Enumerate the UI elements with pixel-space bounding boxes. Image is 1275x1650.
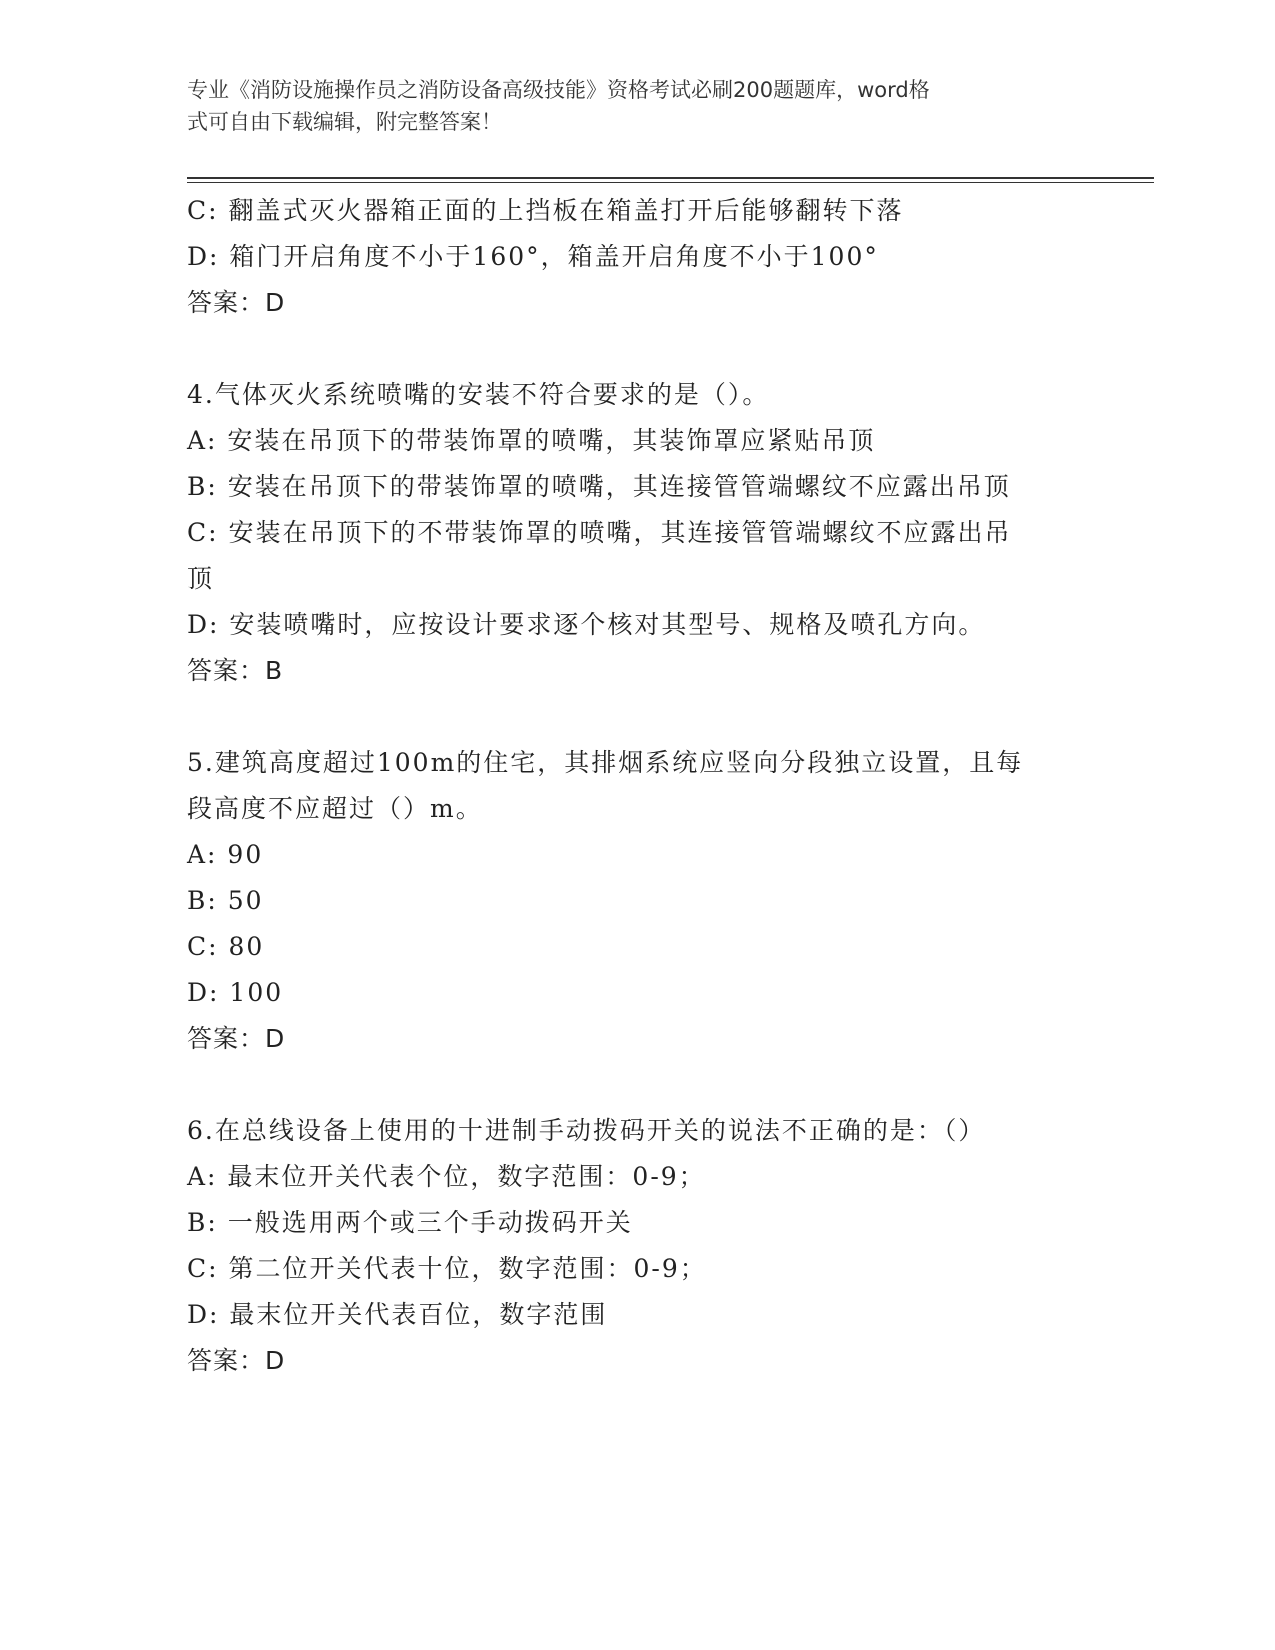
option-b: B: 50: [187, 886, 264, 915]
question-text-continued: 段高度不应超过（）m。: [187, 794, 483, 823]
question-block-4: [187, 372, 1087, 694]
answer-label: 答案：D: [187, 1346, 286, 1375]
header-divider-thick: [187, 177, 1154, 179]
question-block-5: [187, 740, 1087, 1062]
option-c: C: 第二位开关代表十位，数字范围：0-9；: [187, 1254, 707, 1283]
option-a: A: 最末位开关代表个位，数字范围：0-9；: [187, 1162, 706, 1191]
question-text: 5.建筑高度超过100m的住宅，其排烟系统应竖向分段独立设置，且每: [187, 748, 1024, 777]
option-d: D: 100: [187, 978, 284, 1007]
option-c-continued: 顶: [187, 564, 215, 593]
header-line-1: 专业《消防设施操作员之消防设备高级技能》资格考试必刷200题题库，word格: [187, 78, 930, 102]
question-block-6: [187, 1108, 1087, 1384]
answer-label: 答案：D: [187, 1024, 286, 1053]
spacer: [187, 326, 1087, 372]
option-a: A: 安装在吊顶下的带装饰罩的喷嘴，其装饰罩应紧贴吊顶: [187, 426, 876, 455]
option-d: D: 最末位开关代表百位，数字范围: [187, 1300, 608, 1329]
option-c: C: 翻盖式灭火器箱正面的上挡板在箱盖打开后能够翻转下落: [187, 196, 904, 225]
question-text: 4.气体灭火系统喷嘴的安装不符合要求的是（）。: [187, 380, 770, 409]
spacer: [187, 694, 1087, 740]
header-divider-thin: [187, 182, 1154, 183]
header-line-2: 式可自由下载编辑，附完整答案！: [187, 110, 502, 134]
answer-label: 答案：B: [187, 656, 284, 685]
option-d: D: 箱门开启角度不小于160°，箱盖开启角度不小于100°: [187, 242, 879, 271]
document-header: [187, 74, 1067, 138]
question-text: 6.在总线设备上使用的十进制手动拨码开关的说法不正确的是：（）: [187, 1116, 986, 1145]
answer-label: 答案：D: [187, 288, 286, 317]
option-b: B: 一般选用两个或三个手动拨码开关: [187, 1208, 633, 1237]
question-list: [187, 188, 1087, 1384]
option-c: C: 安装在吊顶下的不带装饰罩的喷嘴，其连接管管端螺纹不应露出吊: [187, 518, 1012, 547]
question-block-3: [187, 188, 1087, 326]
option-d: D: 安装喷嘴时，应按设计要求逐个核对其型号、规格及喷孔方向。: [187, 610, 986, 639]
option-c: C: 80: [187, 932, 265, 961]
option-b: B: 安装在吊顶下的带装饰罩的喷嘴，其连接管管端螺纹不应露出吊顶: [187, 472, 1011, 501]
option-a: A: 90: [187, 840, 264, 869]
spacer: [187, 1062, 1087, 1108]
